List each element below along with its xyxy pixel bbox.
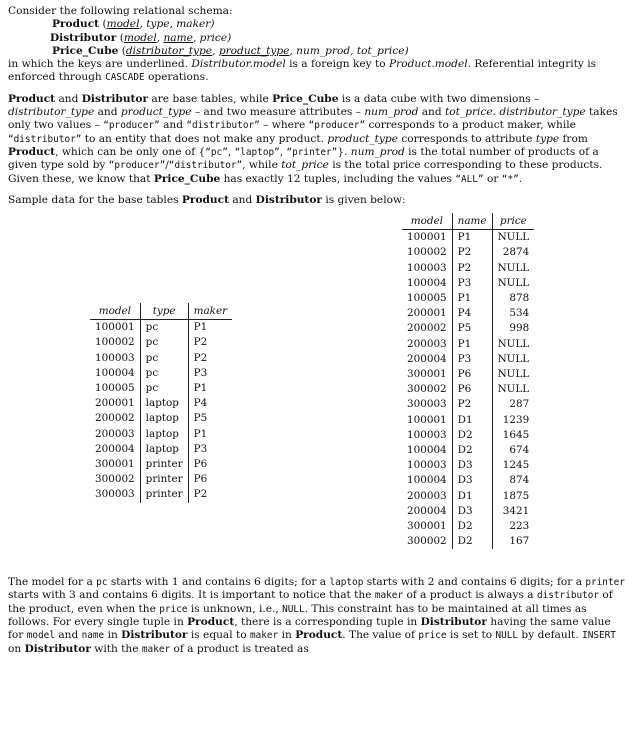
product-table-cell: P2 — [188, 335, 232, 350]
product-table-cell: 300002 — [95, 473, 135, 486]
distributor-table-cell: 1239 — [492, 413, 534, 428]
distributor-table-cell: 300002 — [407, 383, 447, 396]
distributor-table-cell: D1 — [452, 413, 492, 428]
distributor-table-cell: D1 — [452, 489, 492, 504]
product-table-cell: laptop — [140, 442, 188, 457]
distributor-table-cell: P4 — [452, 306, 492, 321]
product-table-cell: P4 — [188, 396, 232, 411]
product-header-maker: maker — [188, 303, 232, 320]
distributor-table — [402, 213, 534, 549]
distributor-table-cell: 1645 — [492, 428, 534, 443]
distributor-table-row — [402, 306, 534, 321]
distributor-table-cell: 998 — [492, 321, 534, 336]
product-table-row — [90, 396, 232, 411]
distributor-table-cell: 3421 — [492, 504, 534, 519]
product-table-cell: 100004 — [95, 366, 135, 379]
distributor-table-cell: 200004 — [407, 504, 447, 517]
distributor-table-cell: 300002 — [407, 535, 447, 548]
product-table-cell: laptop — [140, 427, 188, 442]
distributor-table-cell: P6 — [452, 382, 492, 397]
distributor-table-cell: 100002 — [407, 246, 447, 259]
product-table-row — [90, 442, 232, 457]
distributor-table-row — [402, 367, 534, 382]
schema-product: Product (model, type, maker) — [52, 18, 215, 31]
product-table-cell: P6 — [188, 472, 232, 487]
product-table-cell: 100003 — [95, 351, 135, 364]
distributor-table-cell: D3 — [452, 458, 492, 473]
distributor-table-row — [402, 443, 534, 458]
distributor-table-cell: 100004 — [407, 474, 447, 487]
distributor-table-cell: 674 — [492, 443, 534, 458]
distributor-table-cell: 287 — [492, 397, 534, 412]
product-table-cell: pc — [140, 335, 188, 350]
product-table-row — [90, 472, 232, 487]
distributor-table-cell: 2874 — [492, 245, 534, 260]
distributor-table-row — [402, 489, 534, 504]
product-table-cell: pc — [140, 366, 188, 381]
distributor-table-row — [402, 337, 534, 352]
product-table-row — [90, 335, 232, 350]
product-table-row — [90, 427, 232, 442]
distributor-table-row — [402, 352, 534, 367]
distributor-table-cell: 874 — [492, 473, 534, 488]
product-table-row — [90, 411, 232, 426]
product-table-cell: P5 — [188, 411, 232, 426]
distributor-table-row — [402, 230, 534, 246]
distributor-table-cell: 200002 — [407, 322, 447, 335]
product-table-cell: P1 — [188, 381, 232, 396]
schema-price-cube: Price_Cube (distributor_type, product_type, num_prod, tot_price) — [52, 44, 409, 57]
distributor-header-price: price — [492, 213, 534, 230]
product-table-cell: 200001 — [95, 397, 135, 410]
distributor-table-cell: 200003 — [407, 337, 447, 350]
distributor-table-cell: NULL — [492, 261, 534, 276]
product-table-cell: 100001 — [95, 321, 135, 334]
product-table-cell: 200002 — [95, 412, 135, 425]
schema-distributor: Distributor (model, name, price) — [50, 31, 232, 44]
tables-area — [8, 211, 625, 567]
product-table-cell: 200003 — [95, 427, 135, 440]
distributor-table-cell: NULL — [492, 382, 534, 397]
distributor-table-cell: D2 — [452, 519, 492, 534]
product-table-cell: P3 — [188, 442, 232, 457]
distributor-table-cell: 100003 — [407, 261, 447, 274]
distributor-table-cell: 300003 — [407, 398, 447, 411]
distributor-table-row — [402, 473, 534, 488]
distributor-table-cell: NULL — [492, 276, 534, 291]
distributor-table-cell: P5 — [452, 321, 492, 336]
distributor-table-cell: P1 — [452, 291, 492, 306]
product-table-cell: P3 — [188, 366, 232, 381]
product-table-cell: P1 — [188, 427, 232, 442]
distributor-table-row — [402, 245, 534, 260]
distributor-table-row — [402, 428, 534, 443]
distributor-table-cell: 200003 — [407, 489, 447, 502]
distributor-table-row — [402, 291, 534, 306]
product-table-cell: P2 — [188, 487, 232, 502]
distributor-table-cell: 200001 — [407, 307, 447, 320]
product-table — [90, 303, 232, 502]
distributor-table-row — [402, 519, 534, 534]
distributor-table-cell: P3 — [452, 276, 492, 291]
distributor-table-row — [402, 261, 534, 276]
intro-line: Consider the following relational schema: — [8, 5, 233, 17]
distributor-table-row — [402, 413, 534, 428]
product-table-cell: printer — [140, 457, 188, 472]
product-table-cell: P1 — [188, 320, 232, 336]
distributor-table-cell: 878 — [492, 291, 534, 306]
sample-intro: Sample data for the base tables Product and Distributor is given below: — [8, 193, 406, 206]
distributor-table-cell: NULL — [492, 337, 534, 352]
distributor-header-model: model — [402, 213, 452, 230]
distributor-table-cell: 1245 — [492, 458, 534, 473]
distributor-table-cell: 100001 — [407, 231, 447, 244]
product-table-cell: pc — [140, 320, 188, 336]
distributor-table-cell: D2 — [452, 428, 492, 443]
product-table-cell: pc — [140, 351, 188, 366]
product-table-row — [90, 320, 232, 336]
distributor-header-name: name — [452, 213, 492, 230]
product-table-row — [90, 366, 232, 381]
product-header-type: type — [140, 303, 188, 320]
schema-block — [52, 18, 625, 58]
distributor-table-cell: P6 — [452, 367, 492, 382]
keys-paragraph: in which the keys are underlined. Distributor.model is a foreign key to Product.model. Referential integrity is enforced through CASCADE operations. — [8, 58, 597, 84]
distributor-table-cell: P2 — [452, 397, 492, 412]
distributor-table-cell: P2 — [452, 245, 492, 260]
product-table-row — [90, 351, 232, 366]
distributor-table-cell: 1875 — [492, 489, 534, 504]
distributor-table-cell: 100004 — [407, 444, 447, 456]
distributor-table-cell: D2 — [452, 534, 492, 549]
distributor-table-cell: NULL — [492, 367, 534, 382]
distributor-table-cell: NULL — [492, 352, 534, 367]
product-table-cell: P2 — [188, 351, 232, 366]
distributor-table-row — [402, 534, 534, 549]
distributor-table-row — [402, 382, 534, 397]
distributor-table-row — [402, 458, 534, 473]
product-table-cell: 300003 — [95, 488, 135, 501]
distributor-table-cell: D3 — [452, 504, 492, 519]
distributor-table-cell: 100003 — [407, 459, 447, 472]
product-table-row — [90, 381, 232, 396]
product-table-row — [90, 487, 232, 502]
product-table-cell: 100002 — [95, 336, 135, 349]
product-table-cell: printer — [140, 472, 188, 487]
distributor-table-cell: 100001 — [407, 413, 447, 426]
product-table-cell: laptop — [140, 411, 188, 426]
distributor-table-cell: 100003 — [407, 428, 447, 441]
product-header-model: model — [90, 303, 140, 320]
product-table-cell: pc — [140, 381, 188, 396]
distributor-table-cell: P3 — [452, 352, 492, 367]
product-table-cell: 300001 — [95, 457, 135, 470]
product-table-cell: printer — [140, 487, 188, 502]
distributor-table-cell: 167 — [492, 534, 534, 549]
distributor-table-cell: 200004 — [407, 352, 447, 365]
distributor-table-cell: 534 — [492, 306, 534, 321]
distributor-table-cell: 223 — [492, 519, 534, 534]
distributor-table-row — [402, 276, 534, 291]
distributor-table-cell: NULL — [492, 230, 534, 246]
distributor-table-cell: D2 — [452, 443, 492, 458]
distributor-table-cell: 300001 — [407, 367, 447, 380]
product-table-cell: laptop — [140, 396, 188, 411]
product-table-cell: 200004 — [95, 442, 135, 455]
distributor-table-row — [402, 504, 534, 519]
distributor-table-cell: D3 — [452, 473, 492, 488]
distributor-table-cell: 300001 — [407, 520, 447, 533]
distributor-table-cell: 100004 — [407, 276, 447, 289]
product-table-row — [90, 457, 232, 472]
cube-paragraph: Product and Distributor are base tables, while Price_Cube is a data cube with two dimensions – distributor_type and product_type – and two measure attributes – num_prod and tot_price. distributor_type takes only two values – “producer” and “distributor” – where “producer” corresponds to a product maker, while “distributor” to an entity that does not make any product. product_type corresponds to attribute type from Product, which can be only one of {“pc”, “laptop”, “printer”}. num_prod is the total number of products of a given type sold by “producer”/“distributor”, while tot_price is the total price corresponding to these products. Given these, we know that Price_Cube has exactly 12 tuples, including the values “ALL” or “*”. — [8, 92, 618, 185]
model-paragraph: The model for a pc starts with 1 and contains 6 digits; for a laptop starts with 2 and contains 6 digits; for a printer starts with 3 and contains 6 digits. It is important to notice that the maker of a product is always a distributor of the product, even when the price is unknown, i.e., NULL. This constraint has to be maintained at all times as follows. For every single tuple in Product, there is a corresponding tuple in Distributor having the same value for model and name in Distributor is equal to maker in Product. The value of price is set to NULL by default. INSERT on Distributor with the maker of a product is treated as — [8, 576, 625, 655]
distributor-table-row — [402, 397, 534, 412]
distributor-table-row — [402, 321, 534, 336]
distributor-table-cell: P1 — [452, 230, 492, 246]
product-table-cell: 100005 — [95, 381, 135, 394]
distributor-table-cell: 100005 — [407, 291, 447, 304]
distributor-table-cell: P2 — [452, 261, 492, 276]
distributor-table-cell: P1 — [452, 337, 492, 352]
product-table-cell: P6 — [188, 457, 232, 472]
